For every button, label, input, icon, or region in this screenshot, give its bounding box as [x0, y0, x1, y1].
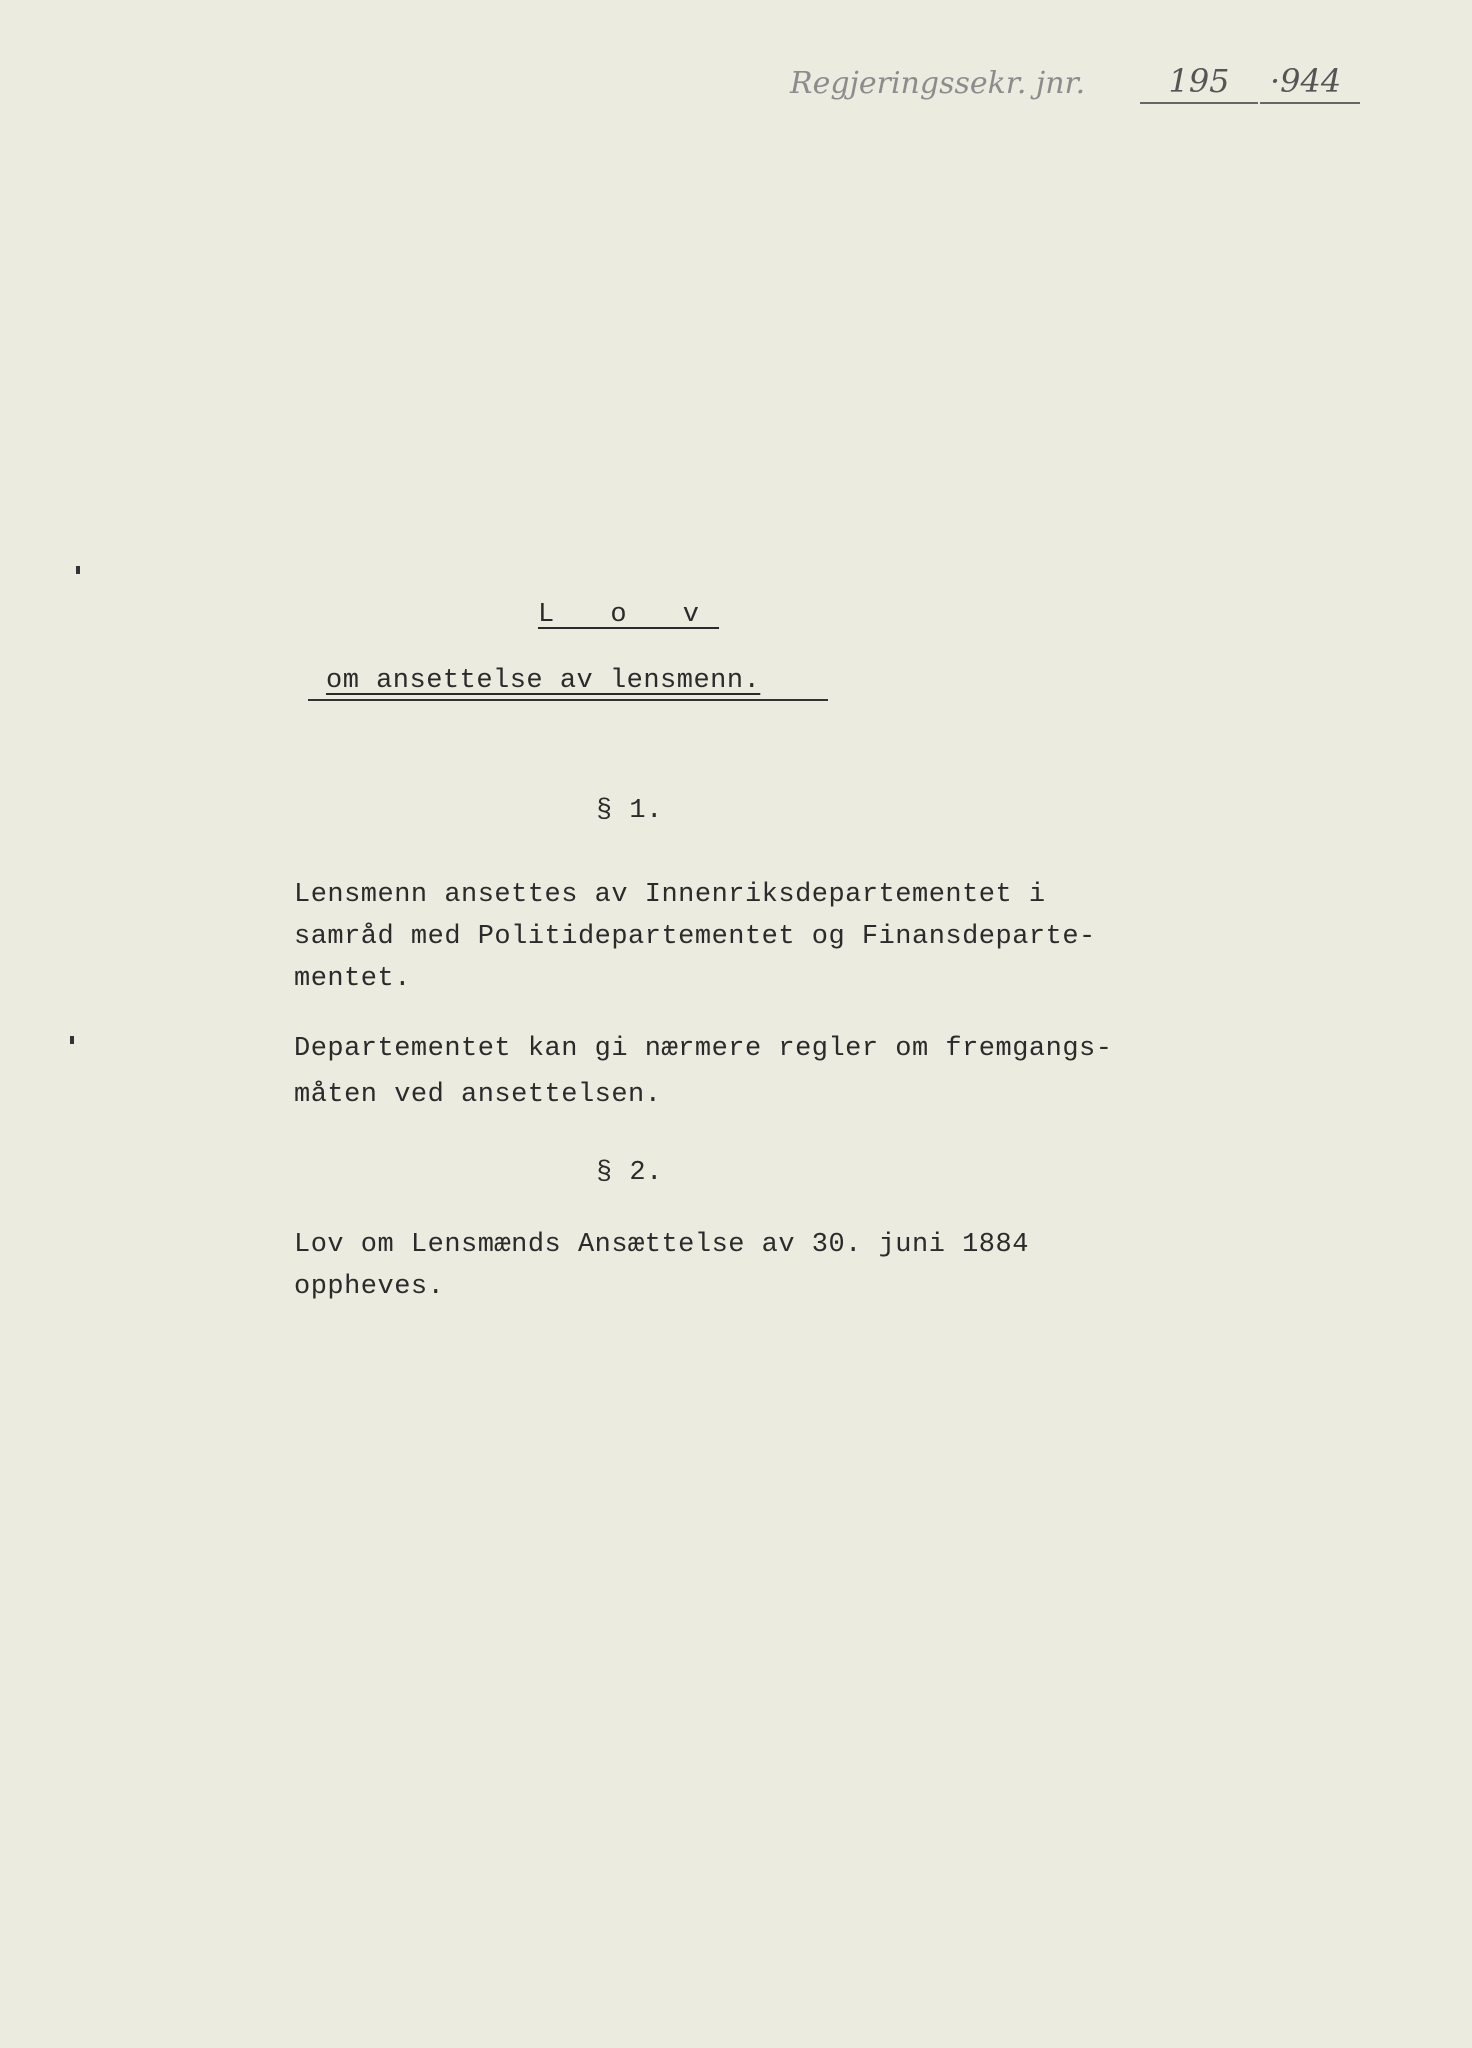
margin-mark	[76, 566, 80, 574]
section-1-paragraph-2-line-1: Departementet kan gi nærmere regler om fremgangs-	[294, 1034, 1113, 1064]
registry-stamp	[790, 62, 1360, 112]
stamp-label: Regjeringssekr. jnr.	[790, 66, 1086, 101]
stamp-number: 195	[1168, 62, 1230, 100]
section-1-paragraph-1-line-3: mentet.	[294, 964, 411, 994]
document-subtitle: om ansettelse av lensmenn.	[326, 666, 761, 696]
stamp-number-line	[1140, 102, 1258, 104]
section-1-paragraph-1-line-1: Lensmenn ansettes av Innenriksdepartementet i	[294, 880, 1046, 910]
section-2-paragraph-1-line-2: oppheves.	[294, 1272, 445, 1302]
section-1-paragraph-2-line-2: måten ved ansettelsen.	[294, 1080, 662, 1110]
section-2-heading: § 2.	[596, 1158, 663, 1188]
margin-mark	[70, 1036, 74, 1044]
document-title: L o v	[538, 600, 720, 630]
stamp-year: ·944	[1270, 62, 1342, 100]
section-2-paragraph-1-line-1: Lov om Lensmænds Ansættelse av 30. juni 1884	[294, 1230, 1029, 1260]
section-1-paragraph-1-line-2: samråd med Politidepartementet og Finansdeparte-	[294, 922, 1096, 952]
section-1-heading: § 1.	[596, 796, 663, 826]
subtitle-underline	[308, 699, 828, 701]
stamp-year-line	[1260, 102, 1360, 104]
